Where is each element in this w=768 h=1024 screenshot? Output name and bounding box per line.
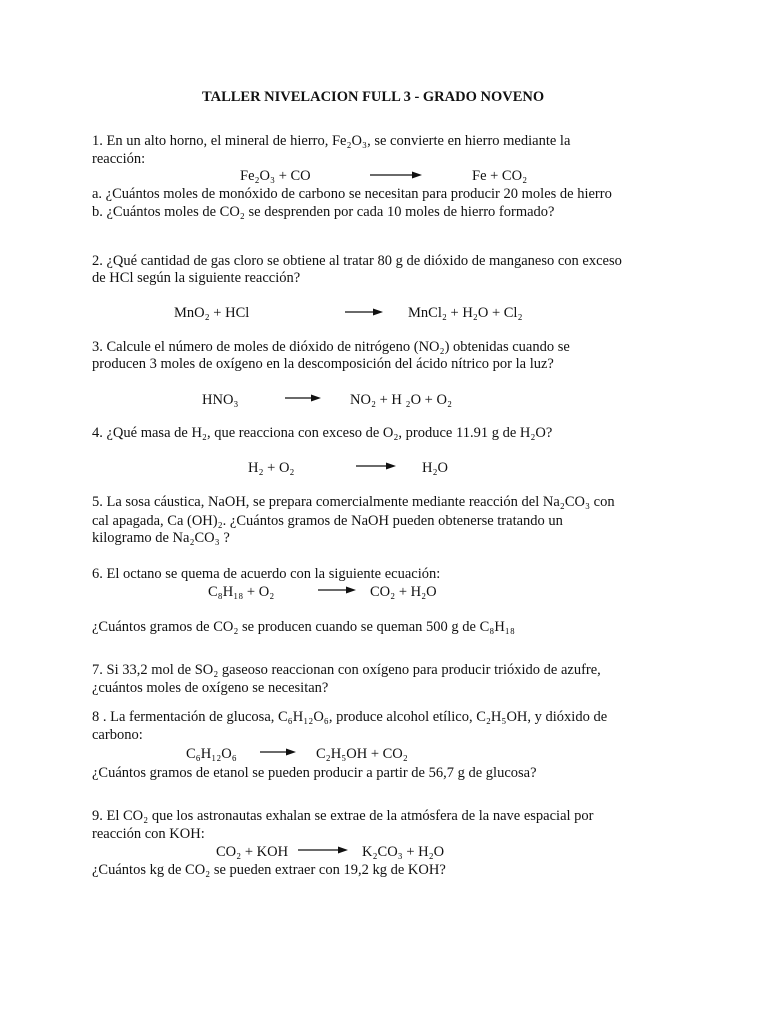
q3-equation-products: NO₂ + H ₂O + O₂ [350, 392, 453, 408]
reaction-arrow-icon [285, 394, 321, 402]
q6-text-line1: 6. El octano se quema de acuerdo con la siguiente ecuación: [92, 566, 441, 582]
q7-text-line2: ¿cuántos moles de oxígeno se necesitan? [92, 680, 329, 696]
q6-text-line2: ¿Cuántos gramos de CO₂ se producen cuando se queman 500 g de C₈H₁₈ [92, 619, 515, 635]
q1-equation-products: Fe + CO₂ [472, 168, 528, 184]
q1-equation-reactants: Fe₂O₃ + CO [240, 168, 311, 184]
q8-text-line1: 8 . La fermentación de glucosa, C₆H₁₂O₆, produce alcohol etílico, C₂H₅OH, y dióxido de [92, 709, 608, 725]
q1-part-b: b. ¿Cuántos moles de CO₂ se desprenden por cada 10 moles de hierro formado? [92, 204, 555, 220]
q9-text-line3: ¿Cuántos kg de CO₂ se pueden extraer con 19,2 kg de KOH? [92, 862, 446, 878]
reaction-arrow-icon [370, 171, 422, 179]
q4-equation-products: H₂O [422, 460, 448, 476]
reaction-arrow-icon [298, 846, 348, 854]
reaction-arrow-icon [345, 308, 383, 316]
q2-equation-reactants: MnO₂ + HCl [174, 305, 250, 321]
q4-text-line1: 4. ¿Qué masa de H₂, que reacciona con exceso de O₂, produce 11.91 g de H₂O? [92, 425, 553, 441]
q9-text-line2: reacción con KOH: [92, 826, 205, 842]
q6-equation-reactants: C₈H₁₈ + O₂ [208, 584, 275, 600]
reaction-arrow-icon [318, 586, 356, 594]
q2-text-line1: 2. ¿Qué cantidad de gas cloro se obtiene al tratar 80 g de dióxido de manganeso con exceso [92, 253, 622, 269]
reaction-arrow-icon [260, 748, 296, 756]
q9-equation-products: K₂CO₃ + H₂O [362, 844, 445, 860]
q8-text-line2: carbono: [92, 727, 143, 743]
q8-text-line3: ¿Cuántos gramos de etanol se pueden producir a partir de 56,7 g de glucosa? [92, 765, 537, 781]
q1-text-line1: 1. En un alto horno, el mineral de hierro, Fe₂O₃, se convierte en hierro mediante la [92, 133, 571, 149]
q3-equation-reactants: HNO₃ [202, 392, 239, 408]
q3-text-line2: producen 3 moles de oxígeno en la descomposición del ácido nítrico por la luz? [92, 356, 554, 372]
q5-text-line3: kilogramo de Na₂CO₃ ? [92, 530, 230, 546]
q5-text-line1: 5. La sosa cáustica, NaOH, se prepara comercialmente mediante reacción del Na₂CO₃ con [92, 494, 615, 510]
q7-text-line1: 7. Si 33,2 mol de SO₂ gaseoso reaccionan con oxígeno para producir trióxido de azufre, [92, 662, 601, 678]
q5-text-line2: cal apagada, Ca (OH)₂. ¿Cuántos gramos de NaOH pueden obtenerse tratando un [92, 513, 563, 529]
q1-part-a: a. ¿Cuántos moles de monóxido de carbono se necesitan para producir 20 moles de hierro [92, 186, 612, 202]
q9-equation-reactants: CO₂ + KOH [216, 844, 289, 860]
q8-equation-reactants: C₆H₁₂O₆ [186, 746, 237, 762]
q1-text-line2: reacción: [92, 151, 146, 167]
reaction-arrow-icon [356, 462, 396, 470]
q8-equation-products: C₂H₅OH + CO₂ [316, 746, 408, 762]
q9-text-line1: 9. El CO₂ que los astronautas exhalan se extrae de la atmósfera de la nave espacial por [92, 808, 594, 824]
page-title: TALLER NIVELACION FULL 3 - GRADO NOVENO [202, 89, 545, 105]
q6-equation-products: CO₂ + H₂O [370, 584, 437, 600]
q2-equation-products: MnCl₂ + H₂O + Cl₂ [408, 305, 523, 321]
q2-text-line2: de HCl según la siguiente reacción? [92, 270, 301, 286]
q3-text-line1: 3. Calcule el número de moles de dióxido de nitrógeno (NO₂) obtenidas cuando se [92, 339, 570, 355]
q4-equation-reactants: H₂ + O₂ [248, 460, 295, 476]
